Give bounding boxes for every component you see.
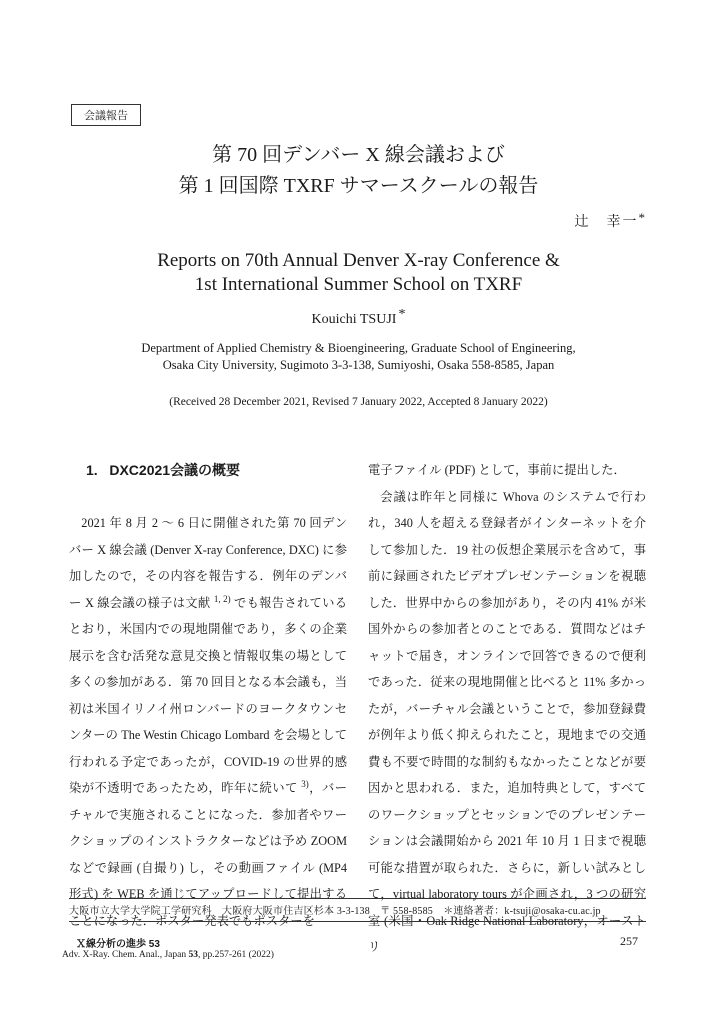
footer-journal: Ｘ線分析の進歩 53: [76, 939, 160, 950]
author-ja-name: 辻 幸一: [574, 215, 639, 230]
page-number: 257: [620, 934, 638, 948]
author-ja-mark: *: [638, 210, 645, 225]
affiliation-line2: Osaka City University, Sugimoto 3-3-138, Sumiyoshi, Osaka 558-8585, Japan: [162, 358, 555, 372]
citation-sup-2: 3): [301, 778, 309, 789]
title-en-line1: Reports on 70th Annual Denver X-ray Conference &: [157, 250, 560, 271]
author-en-mark: *: [398, 307, 406, 322]
section-heading: [86, 460, 240, 480]
text-run: ，バーチャルで実施されることになった．参加者やワークショップのインストラクターなどは予め ZOOM などで録画 (自撮り) し，その動画ファイル (MP4 形式) を WEB を通じてアップロードして提出することになった．ポスター発表でもポスターを: [69, 781, 347, 928]
section-title: DXC2021会議の概要: [109, 462, 241, 478]
author-ja: [575, 210, 646, 231]
footnote: 大阪市立大学大学院工学研究科 大阪府大阪市住吉区杉本 3-3-138 〒 558-8585 ＊連絡著者：k-tsuji@osaka-cu.ac.jp: [69, 906, 601, 917]
section-number: 1.: [86, 462, 98, 478]
affiliation-line1: Department of Applied Chemistry & Bioengineering, Graduate School of Engineering,: [141, 341, 576, 355]
citation-suffix: , pp.257-261 (2022): [197, 950, 274, 960]
title-ja-line1: 第 70 回デンバー X 線会議および: [212, 144, 505, 166]
text-run: 2021 年 8 月 2 〜 6 日に開催された第 70 回デンバー X 線会議 (Denver X-ray Conference, DXC) に参加したので，その内容を報告する．例年のデンバー X 線会議の様子は文献: [69, 516, 347, 610]
right-paragraph-1: 電子ファイル (PDF) として，事前に提出した．: [368, 463, 626, 477]
left-column: [69, 510, 347, 934]
left-paragraph-1: [69, 510, 347, 934]
footer-citation: [62, 950, 274, 960]
footnote-rule: [69, 898, 646, 899]
footer-rule: [69, 921, 646, 922]
citation-prefix: Adv. X-Ray. Chem. Anal., Japan: [62, 950, 189, 960]
category-tag: 会議報告: [71, 104, 141, 126]
right-paragraph-2: 会議は昨年と同様に Whova のシステムで行われ，340 人を超える登録者がインターネットを介して参加した．19 社の仮想企業展示を含めて，事前に録画されたビデオプレゼンテーションを視聴した．世界中からの参加があり，その内 41% が米国外からの参加者とのことである．質問などはチャットで届き，オンラインで回答できるので便利であった．従来の現地開催と比べると 11% 多かったが，バーチャル会議ということで，参加登録費が例年より低く抑えられたこと，現地までの交通費も不要で時間的な制約もなかったことなどが要因かと思われる．また，追加特典として，すべてのワークショップとセッションでのプレゼンテーションは会議開始から 2021 年 10 月 1 日まで視聴可能な措置が取られた．さらに，新しい試みとして，virtual laboratory tours が企画され，3 つの研究室 (米国・Oak Ridge National Laboratory，オーストリ: [368, 489, 646, 954]
title-ja-line2: 第 1 回国際 TXRF サマースクールの報告: [178, 175, 539, 197]
text-run: でも報告されているとおり，米国内での現地開催であり，多くの企業展示を含む活発な意見交換と情報収集の場として多くの参加がある．第 70 回目となる本会議も，当初は米国イリノイ州ロンバードのヨークタウンセンターの The Westin Chicago Lombard を会場として行われる予定であったが，COVID-19 の世界的感染が不透明であったため，昨年に続いて: [69, 595, 347, 795]
title-en-line2: 1st International Summer School on TXRF: [194, 274, 523, 295]
citation-volume: 53: [188, 950, 198, 960]
right-column: [368, 457, 646, 961]
author-en-name: Kouichi TSUJI: [311, 312, 397, 327]
author-en: [0, 307, 717, 328]
citation-sup-1: 1, 2): [213, 593, 231, 604]
received-dates: (Received 28 December 2021, Revised 7 January 2022, Accepted 8 January 2022): [169, 396, 548, 408]
